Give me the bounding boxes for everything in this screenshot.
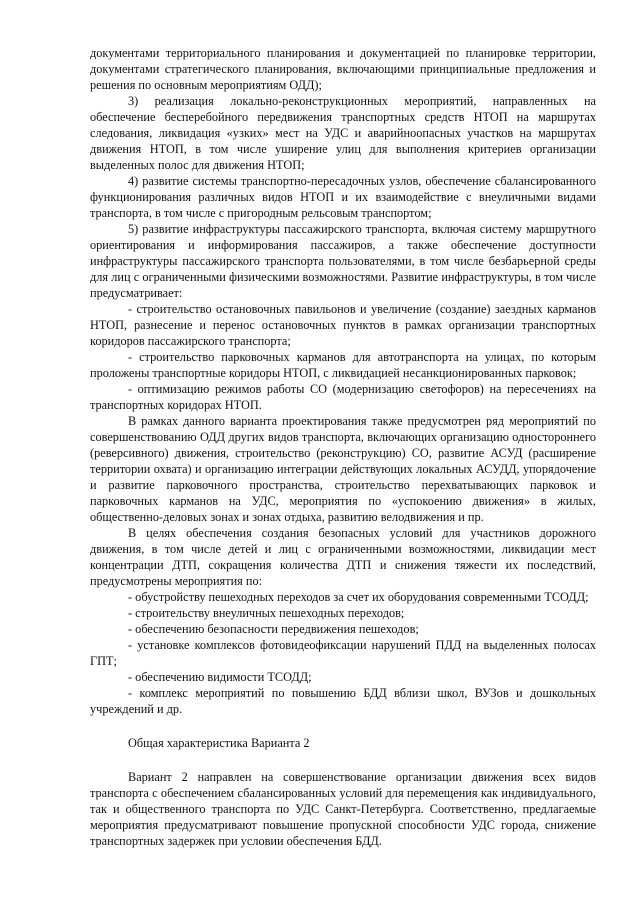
bullet-photo-enforcement: - установке комплексов фотовидеофиксации нарушений ПДД на выделенных полосах ГПТ; — [90, 638, 596, 668]
bullet-signal-optimization: - оптимизацию режимов работы СО (модернизацию светофоров) на пересечениях на транспортных коридорах НТОП. — [90, 382, 596, 412]
bullet-parking-pockets: - строительство парковочных карманов для автотранспорта на улицах, по которым проложены транспортные коридоры НТОП, с ликвидацией несанкционированных парковок; — [90, 350, 596, 380]
list-item-5-passenger-infrastructure: 5) развитие инфраструктуры пассажирского транспорта, включая систему маршрутного ориентирования и информирования пассажиров, а также обеспечение доступности инфраструктуры пассажирского транспорта пользователями, в том числе безбарьерной среды для лиц с ограниченными физическими возможностями. Развитие инфраструктуры, в том числе предусматривает: — [90, 222, 596, 300]
list-item-3-local-reconstruction: 3) реализация локально-реконструкционных мероприятий, направленных на обеспечение бесперебойного передвижения транспортных средств НТОП на маршрутах следования, ликвидация «узких» мест на УДС и аварийноопасных участков на маршрутах движения НТОП, в том числе уширение улиц для выполнения критериев организации выделенных полос для движения НТОП; — [90, 94, 596, 172]
bullet-stop-pavilions: - строительство остановочных павильонов и увеличение (создание) заездных карманов НТОП, разнесение и перенос остановочных пунктов в рамках организации транспортных коридоров пассажирского транспорта; — [90, 302, 596, 348]
paragraph-variant-2-description: Вариант 2 направлен на совершенствование организации движения всех видов транспорта с обеспечением сбалансированных условий для перемещения как индивидуального, так и общественного транспорта по УДС Санкт-Петербурга. Соответственно, предлагаемые мероприятия предусматривают повышение пропускной способности УДС города, снижение транспортных задержек при условии обеспечения БДД. — [90, 770, 596, 848]
list-item-4-transfer-hubs: 4) развитие системы транспортно-пересадочных узлов, обеспечение сбалансированного функционирования различных видов НТОП и их взаимодействие с внеуличными видами транспорта, в том числе с пригородным рельсовым транспортом; — [90, 174, 596, 220]
paragraph-odd-documents: документами территориального планирования и документацией по планировке территории, документами стратегического планирования, включающими принципиальные предложения и решения по основным мероприятиям ОДД); — [90, 46, 596, 92]
document-body — [90, 45, 596, 849]
paragraph-safety-measures: В целях обеспечения создания безопасных условий для участников дорожного движения, в том числе детей и лиц с ограниченными возможностями, ликвидации мест концентрации ДТП, сокращения количества ДТП и снижения тяжести их последствий, предусмотрены мероприятия по: — [90, 526, 596, 588]
paragraph-other-transport-measures: В рамках данного варианта проектирования также предусмотрен ряд мероприятий по совершенствованию ОДД других видов транспорта, включающих организацию одностороннего (реверсивного) движения, строительство (реконструкцию) СО, развитие АСУД (расширение территории охвата) и организацию интеграции действующих локальных АСУДД, упорядочение и развитие парковочного пространства, строительство перехватывающих парковок и парковочных карманов на УДС, мероприятия по «успокоению движения» в жилых, общественно-деловых зонах и зонах отдыха, развитию велодвижения и пр. — [90, 414, 596, 524]
bullet-signage-visibility: - обеспечению видимости ТСОДД; — [128, 670, 312, 684]
section-heading-variant-2: Общая характеристика Варианта 2 — [128, 736, 310, 750]
bullet-pedestrian-safety: - обеспечению безопасности передвижения пешеходов; — [128, 622, 419, 636]
bullet-school-safety: - комплекс мероприятий по повышению БДД вблизи школ, ВУЗов и дошкольных учреждений и др. — [90, 686, 596, 716]
bullet-underground-crossings: - строительству внеуличных пешеходных переходов; — [128, 606, 405, 620]
bullet-pedestrian-crossings: - обустройству пешеходных переходов за счет их оборудования современными ТСОДД; — [128, 590, 589, 604]
